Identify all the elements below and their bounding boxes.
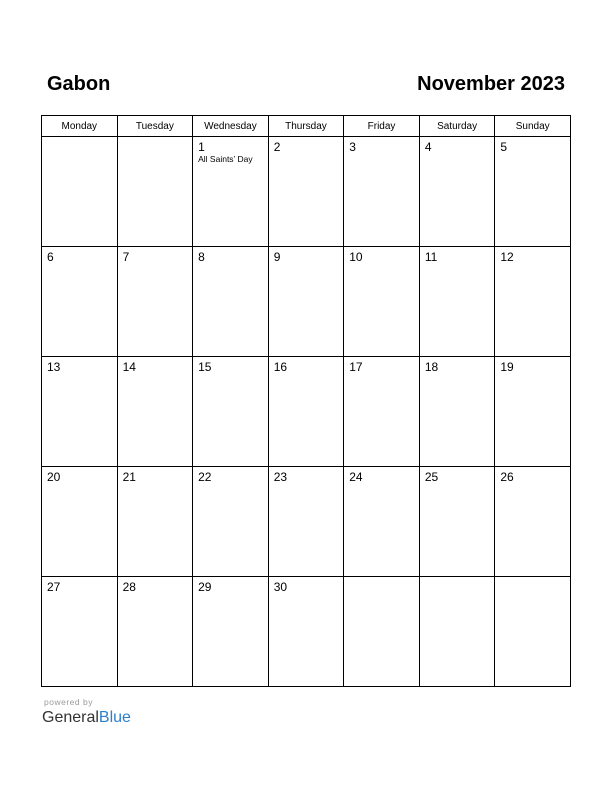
weekday-header-wednesday: Wednesday [193,116,269,137]
powered-by-label: powered by [44,697,93,707]
weekday-header-saturday: Saturday [419,116,495,137]
day-cell [344,467,420,577]
day-cell [419,577,495,687]
day-cell [419,357,495,467]
day-number: 8 [198,250,205,264]
week-row-2 [42,247,571,357]
month-title: November 2023 [417,73,565,95]
day-number: 7 [122,250,130,264]
weekday-header-friday: Friday [344,116,420,137]
day-cell [42,247,118,357]
day-cell [268,137,344,247]
day-number: 12 [500,250,514,264]
day-number: 15 [198,360,212,374]
day-number: 13 [47,360,61,374]
day-number [344,577,419,580]
holiday-label: All Saints’ Day [198,154,253,164]
week-row-5 [42,577,571,687]
day-number: 22 [198,470,212,484]
day-cell [268,577,344,687]
day-cell [268,247,344,357]
day-number: 5 [500,140,508,154]
day-number: 17 [349,360,363,374]
weekday-header-sunday: Sunday [495,116,571,137]
day-number: 27 [47,580,61,594]
day-number: 3 [349,140,356,154]
day-cell [344,137,420,247]
day-cell [495,357,571,467]
day-number: 11 [424,250,438,264]
day-cell [419,247,495,357]
day-cell [419,467,495,577]
weekday-header-monday: Monday [42,116,118,137]
day-number: 30 [273,580,288,594]
week-row-3 [42,357,571,467]
day-cell [268,467,344,577]
brand-name-general: General [42,709,99,726]
day-cell [495,137,571,247]
day-number: 6 [47,250,54,264]
day-cell [193,577,269,687]
day-number: 28 [122,580,136,594]
day-number [420,577,495,580]
day-number: 4 [424,140,432,154]
day-number: 10 [349,250,363,264]
day-cell [42,137,118,247]
day-cell [117,137,193,247]
day-number [118,137,193,140]
day-number [42,137,117,140]
day-cell [42,467,118,577]
day-number: 1 [198,140,205,154]
day-cell [117,247,193,357]
day-number: 24 [349,470,363,484]
day-cell [344,577,420,687]
day-cell [193,357,269,467]
week-row-1 [42,137,571,247]
day-number: 9 [273,250,281,264]
day-cell [42,577,118,687]
day-cell [117,467,193,577]
day-number: 26 [500,470,514,484]
day-cell [495,577,571,687]
day-number: 18 [424,360,439,374]
day-cell [495,467,571,577]
day-number: 23 [273,470,288,484]
day-cell [117,357,193,467]
day-number: 16 [273,360,288,374]
day-cell [117,577,193,687]
day-number: 21 [122,470,136,484]
weekday-header-row [42,116,571,137]
generalblue-logo[interactable] [42,708,131,728]
day-cell [42,357,118,467]
day-number: 29 [198,580,212,594]
day-number [495,577,570,580]
day-number: 25 [424,470,439,484]
calendar-grid [41,115,571,687]
day-cell [193,467,269,577]
day-cell [193,137,269,247]
weekday-header-thursday: Thursday [268,116,344,137]
day-number: 14 [122,360,136,374]
day-cell [268,357,344,467]
day-cell [419,137,495,247]
day-number: 2 [273,140,281,154]
day-cell [344,247,420,357]
weekday-header-tuesday: Tuesday [117,116,193,137]
day-number: 20 [47,470,61,484]
day-number: 19 [500,360,514,374]
day-cell [344,357,420,467]
week-row-4 [42,467,571,577]
day-cell [193,247,269,357]
day-cell [495,247,571,357]
country-title: Gabon [47,73,111,95]
brand-name-blue: Blue [98,709,131,726]
